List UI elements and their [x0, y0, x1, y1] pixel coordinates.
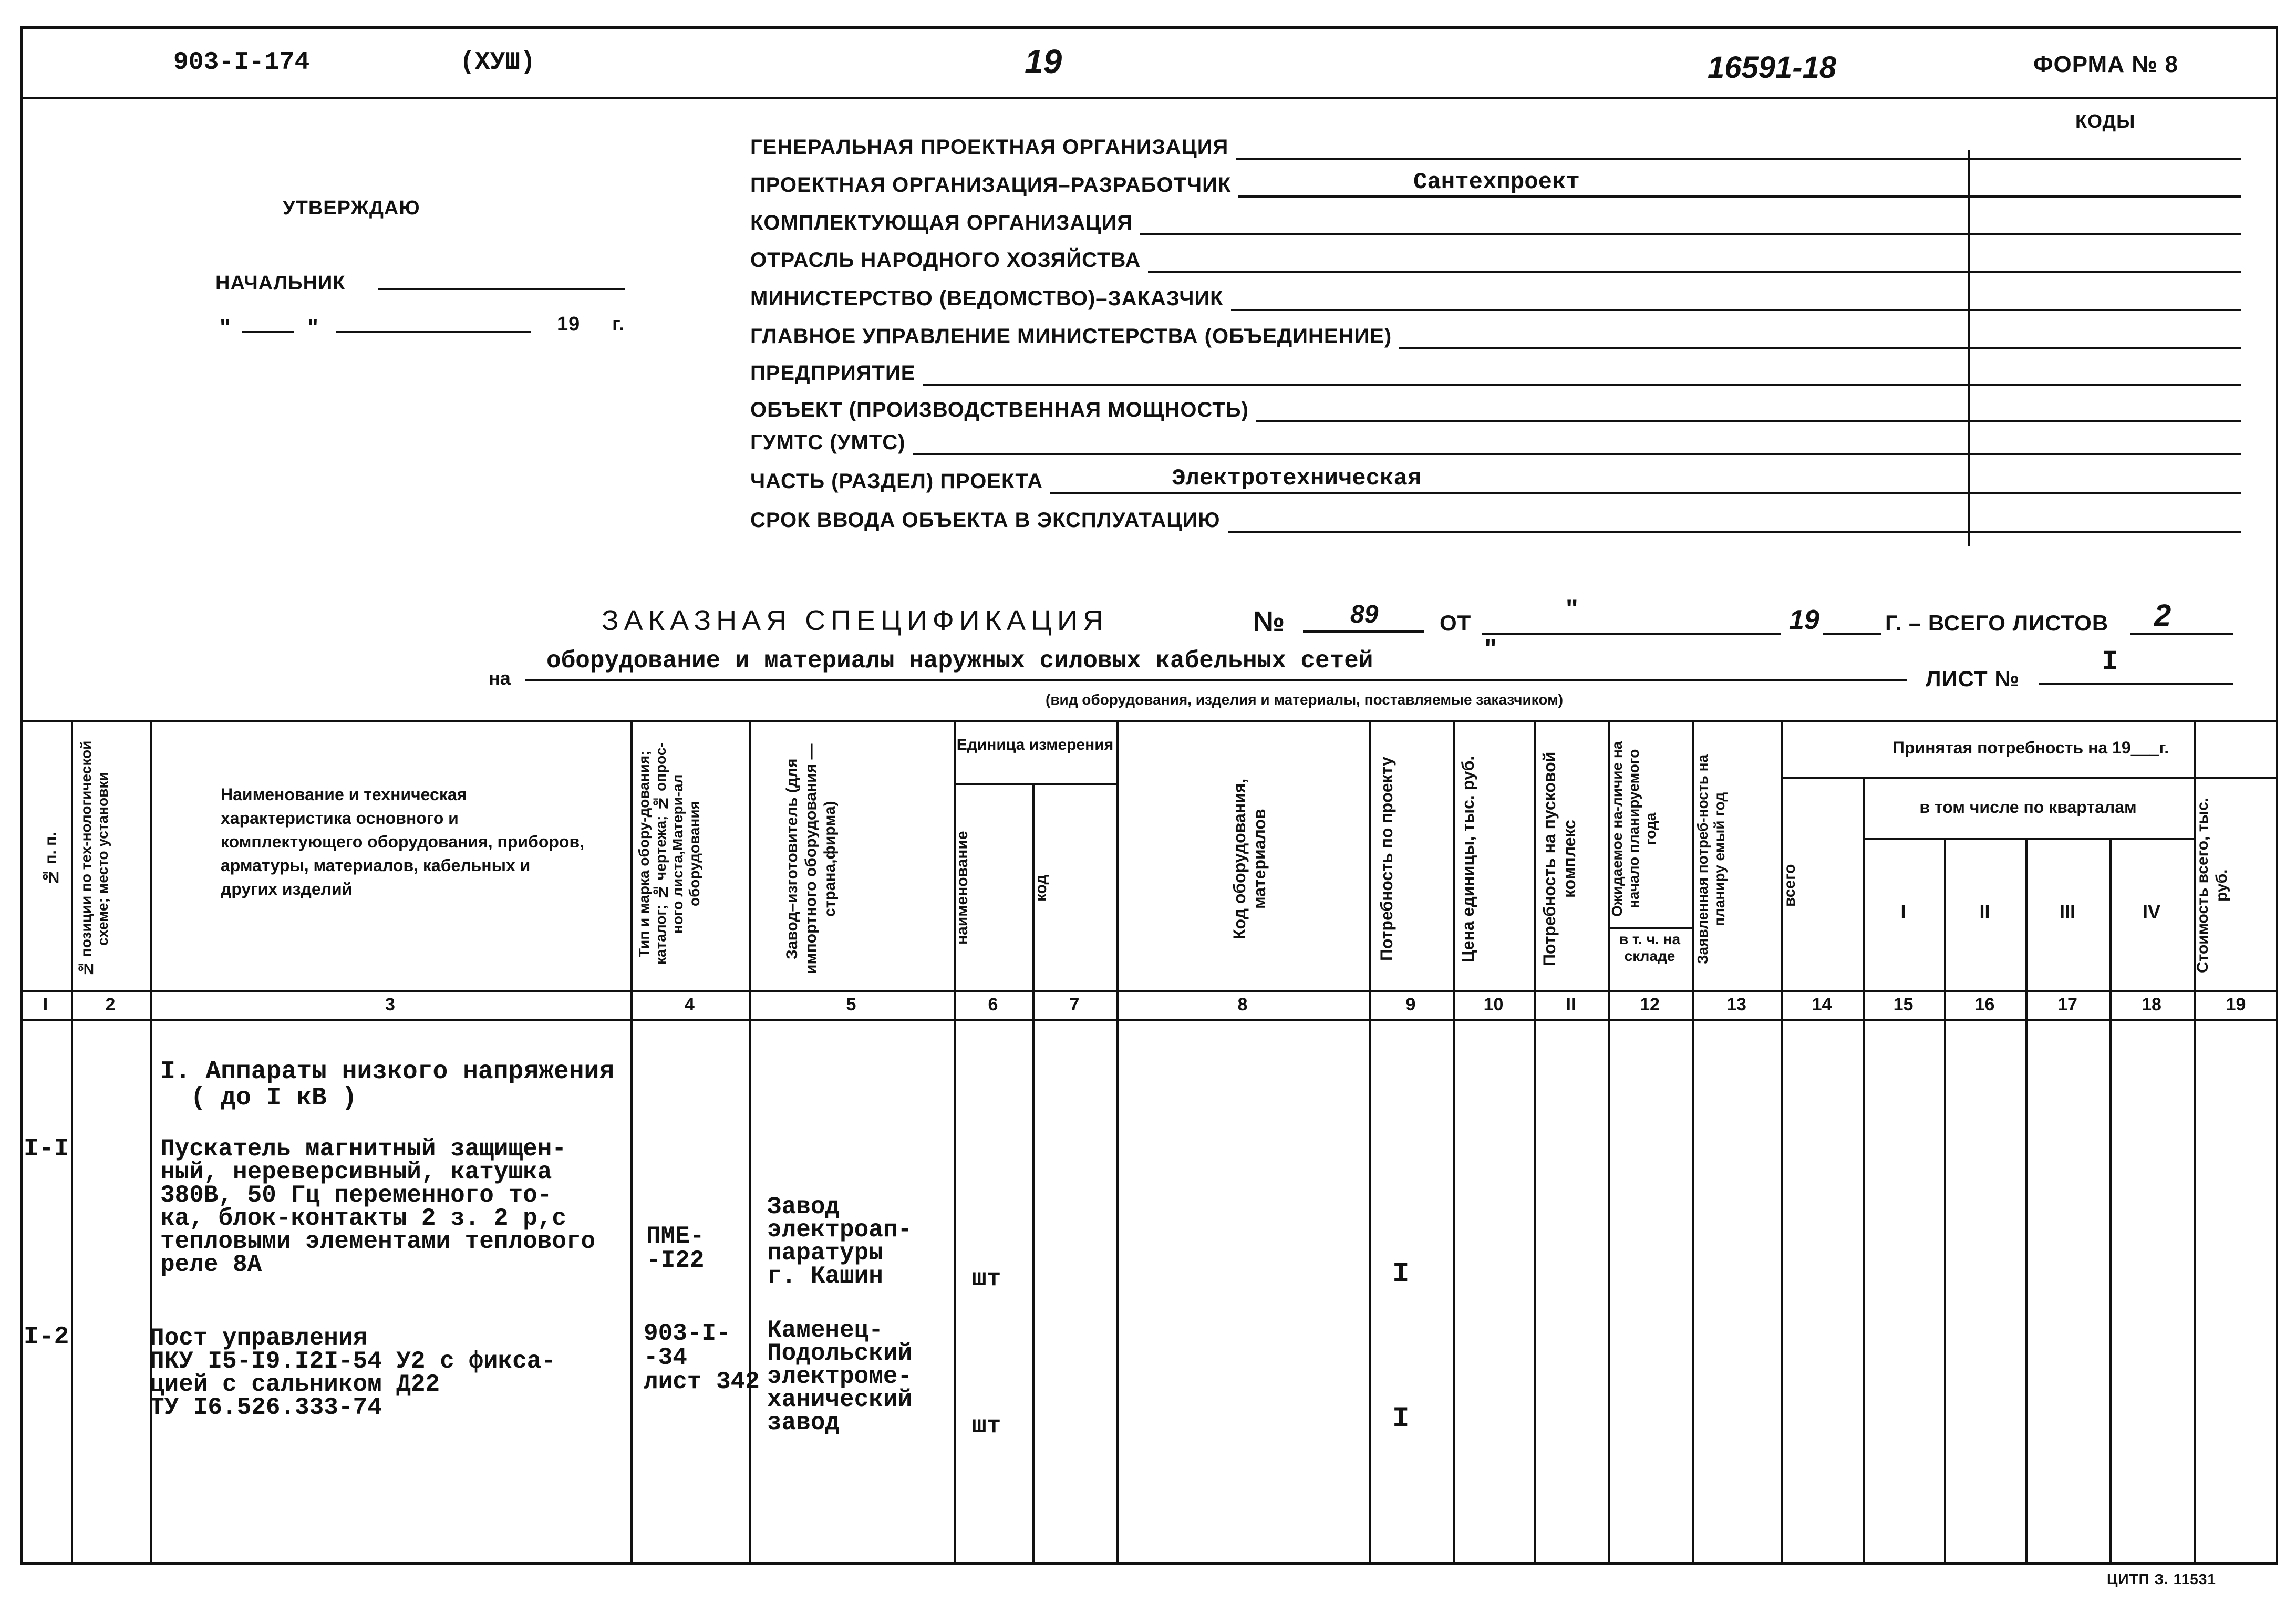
- row1-qty: I: [1392, 1258, 1410, 1290]
- header-q3: III: [2059, 901, 2075, 923]
- org-field-label: ОБЪЕКТ (ПРОИЗВОДСТВЕННАЯ МОЩНОСТЬ): [750, 398, 1249, 421]
- org-field-label: ГЛАВНОЕ УПРАВЛЕНИЕ МИНИСТЕРСТВА (ОБЪЕДИНЕНИЕ): [750, 325, 1392, 348]
- column-number: 16: [1974, 995, 1995, 1015]
- table-column-line: [1534, 720, 1536, 1565]
- spec-subject-line: [525, 679, 1907, 681]
- date-year-prefix: 19: [557, 313, 581, 335]
- column-number: 15: [1893, 995, 1914, 1015]
- table-column-line: [749, 720, 751, 1565]
- colnum-row-bottom: [20, 1019, 2278, 1021]
- column-number: 8: [1237, 995, 1248, 1015]
- header-expected-stock: Ожидаемое на-личие на начало планируемого года: [1609, 741, 1659, 917]
- spec-no-value: 89: [1350, 601, 1379, 628]
- table-column-line: [71, 720, 73, 1565]
- row1-type: ПМЕ- -I22: [646, 1223, 705, 1274]
- column-number: 6: [988, 995, 998, 1015]
- row2-qty: I: [1392, 1403, 1410, 1435]
- org-field-line: [923, 384, 2241, 386]
- table-column-line: [1944, 838, 1946, 1565]
- table-column-line: [150, 720, 152, 1565]
- table-column-line: [1453, 720, 1455, 1565]
- unit-group-line: [954, 783, 1116, 785]
- spec-g-label: Г. – ВСЕГО ЛИСТОВ: [1885, 611, 2109, 635]
- header-q2: II: [1979, 901, 1990, 923]
- chief-label: НАЧАЛЬНИК: [215, 272, 346, 294]
- column-number: 7: [1069, 995, 1080, 1015]
- org-field-line: [913, 453, 2241, 455]
- row1-maker: Завод электроап- паратуры г. Кашин: [767, 1193, 913, 1290]
- print-stamp: ЦИТП З. 11531: [2107, 1571, 2217, 1587]
- spec-subject: оборудование и материалы наружных силовых кабельных сетей: [546, 647, 1373, 675]
- org-field-label: КОМПЛЕКТУЮЩАЯ ОРГАНИЗАЦИЯ: [750, 211, 1133, 234]
- header-unit-name: наименование: [954, 831, 971, 945]
- column-number: 18: [2142, 995, 2161, 1015]
- column-number: 9: [1405, 995, 1416, 1015]
- column-number: 14: [1812, 995, 1832, 1015]
- header-cost: Стоимость всего, тыс. руб.: [2194, 797, 2230, 974]
- table-column-line: [1692, 720, 1694, 1565]
- header-in-stock: в т. ч. на складе: [1619, 931, 1681, 964]
- column-number: 10: [1483, 995, 1504, 1015]
- table-column-line: [630, 720, 633, 1565]
- table-column-line: [1116, 720, 1119, 1565]
- org-field-line: [1231, 309, 2241, 311]
- header-unit-price: Цена единицы, тыс. руб.: [1459, 756, 1477, 963]
- row2-type: 903-I- -34 лист 342: [644, 1320, 760, 1395]
- column-number: 13: [1726, 995, 1746, 1015]
- column-number: 17: [2057, 995, 2077, 1015]
- org-field-line: [1236, 158, 2241, 160]
- row2-name: Пост управления ПКУ I5-I9.I2I-54 У2 с фикса- цией с сальником Д22 ТУ I6.526.333-74: [150, 1325, 556, 1421]
- page-number: 19: [1025, 43, 1062, 80]
- header-position: № позиции по тех-нологической схеме; место установки: [78, 740, 111, 978]
- row1-name: Пускатель магнитный защищен- ный, нереверсивный, катушка 380В, 50 Гц переменного то- ка, блок-контакты 2 з. 2 р,с тепловыми элементами теплового реле 8А: [160, 1135, 596, 1278]
- org-field-line: [1148, 271, 2241, 273]
- accepted-group-line: [1781, 777, 2278, 779]
- org-field-line: [1140, 233, 2241, 235]
- column-number: II: [1566, 995, 1576, 1015]
- org-field-value: Сантехпроект: [1413, 169, 1580, 195]
- column-number: I: [43, 995, 48, 1015]
- header-name: Наименование и техническая характеристика основного и комплектующего оборудования, приборов, арматуры, материалов, кабельных и других изделий: [221, 785, 585, 898]
- form-label: ФОРМА № 8: [2033, 51, 2178, 77]
- header-row-number: № п. п.: [42, 832, 59, 886]
- stock-sub-line: [1608, 927, 1692, 929]
- table-column-line: [1863, 777, 1865, 1565]
- spec-from-label: ОТ: [1440, 611, 1472, 635]
- org-field-line: [1050, 492, 2241, 494]
- column-number: 3: [385, 995, 395, 1015]
- org-field-label: МИНИСТЕРСТВО (ВЕДОМСТВО)–ЗАКАЗЧИК: [750, 287, 1224, 310]
- org-field-line: [1256, 420, 2241, 422]
- project-code: 903-I-174: [173, 48, 310, 77]
- spec-sheets-total: 2: [2154, 598, 2171, 633]
- column-number: 2: [105, 995, 116, 1015]
- sheet-number-line: [2039, 683, 2233, 685]
- spec-year-line: [1823, 633, 1881, 635]
- spec-subject-hint: (вид оборудования, изделия и материалы, поставляемые заказчиком): [1046, 691, 1564, 708]
- date-day-line: [242, 331, 294, 333]
- spec-quote2: ": [1484, 634, 1497, 663]
- org-field-label: ГЕНЕРАЛЬНАЯ ПРОЕКТНАЯ ОРГАНИЗАЦИЯ: [750, 136, 1229, 159]
- row2-maker: Каменец- Подольский электроме- ханический завод: [767, 1317, 913, 1436]
- sheet-number: I: [2102, 646, 2118, 677]
- date-quote-open: ": [220, 314, 231, 340]
- spec-no-label: №: [1253, 606, 1286, 637]
- org-field-value: Электротехническая: [1172, 466, 1422, 492]
- date-year-suffix: г.: [612, 313, 625, 335]
- header-unit-code: код: [1032, 874, 1050, 902]
- table-top-border: [20, 720, 2278, 722]
- spec-title: ЗАКАЗНАЯ СПЕЦИФИКАЦИЯ: [602, 605, 1109, 636]
- chief-signature-line: [378, 288, 625, 290]
- table-column-line: [1369, 720, 1371, 1565]
- table-column-line: [2025, 838, 2028, 1565]
- row1-unit: шт: [972, 1265, 1001, 1293]
- date-month-line: [336, 331, 531, 333]
- header-accepted-group: Принятая потребность на 19___г.: [1892, 738, 2169, 757]
- header-quarters-group: в том числе по кварталам: [1919, 798, 2137, 816]
- header-type: Тип и марка обору-дования; каталог; № чертежа; № опрос-ного листа,Матери-ал оборудования: [636, 742, 702, 965]
- column-number: 4: [685, 995, 695, 1015]
- header-unit-group: Единица измерения: [956, 736, 1114, 753]
- spec-year-label: 19: [1789, 605, 1819, 635]
- spec-sheets-line: [2130, 633, 2233, 635]
- column-number: 19: [2226, 995, 2246, 1015]
- row2-unit: шт: [972, 1412, 1001, 1440]
- header-launch-need: Потребность на пусковой комплекс: [1540, 751, 1579, 967]
- header-project-need: Потребность по проекту: [1377, 757, 1396, 961]
- sheet-code: 16591-18: [1708, 50, 1837, 85]
- header-declared-need: Заявленная потреб-ность на планиру емый год: [1694, 754, 1728, 964]
- org-field-label: ЧАСТЬ (РАЗДЕЛ) ПРОЕКТА: [750, 470, 1043, 493]
- colnum-row-top: [20, 990, 2278, 992]
- spec-no-line: [1303, 630, 1424, 633]
- date-quote-close: ": [307, 314, 319, 340]
- header-q4: IV: [2142, 901, 2160, 923]
- column-number: 5: [846, 995, 856, 1015]
- spec-date-quote: ": [1566, 594, 1579, 624]
- header-total: всего: [1781, 864, 1798, 907]
- sheet-label: ЛИСТ №: [1926, 666, 2020, 691]
- org-field-label: ПРОЕКТНАЯ ОРГАНИЗАЦИЯ–РАЗРАБОТЧИК: [750, 173, 1232, 197]
- header-q1: I: [1900, 901, 1906, 923]
- org-field-label: ПРЕДПРИЯТИЕ: [750, 361, 916, 385]
- org-field-line: [1238, 195, 2241, 198]
- org-field-label: ОТРАСЛЬ НАРОДНОГО ХОЗЯЙСТВА: [750, 249, 1141, 272]
- spec-date-line: [1482, 633, 1781, 635]
- column-number: 12: [1640, 995, 1660, 1015]
- spec-on-label: на: [489, 667, 511, 689]
- codes-column-divider: [1968, 150, 1970, 546]
- org-field-label: ГУМТС (УМТС): [750, 431, 906, 454]
- quarters-group-line: [1863, 838, 2194, 840]
- section-title: I. Аппараты низкого напряжения ( до I кВ ): [160, 1058, 615, 1112]
- org-field-line: [1228, 531, 2241, 533]
- row2-number: I-2: [24, 1323, 69, 1351]
- album-number: (ХУШ): [460, 48, 536, 77]
- row1-number: I-I: [24, 1135, 69, 1163]
- table-column-line: [2109, 838, 2112, 1565]
- org-field-line: [1399, 347, 2241, 349]
- top-strip-divider: [20, 97, 2278, 99]
- org-field-label: СРОК ВВОДА ОБЪЕКТА В ЭКСПЛУАТАЦИЮ: [750, 509, 1221, 532]
- approve-label: УТВЕРЖДАЮ: [283, 197, 420, 219]
- header-equipment-code: Код оборудования, материалов: [1230, 778, 1269, 940]
- header-maker: Завод–изготовитель (для импортного оборудования —страна,фирма): [783, 743, 839, 975]
- codes-label: КОДЫ: [2075, 110, 2136, 132]
